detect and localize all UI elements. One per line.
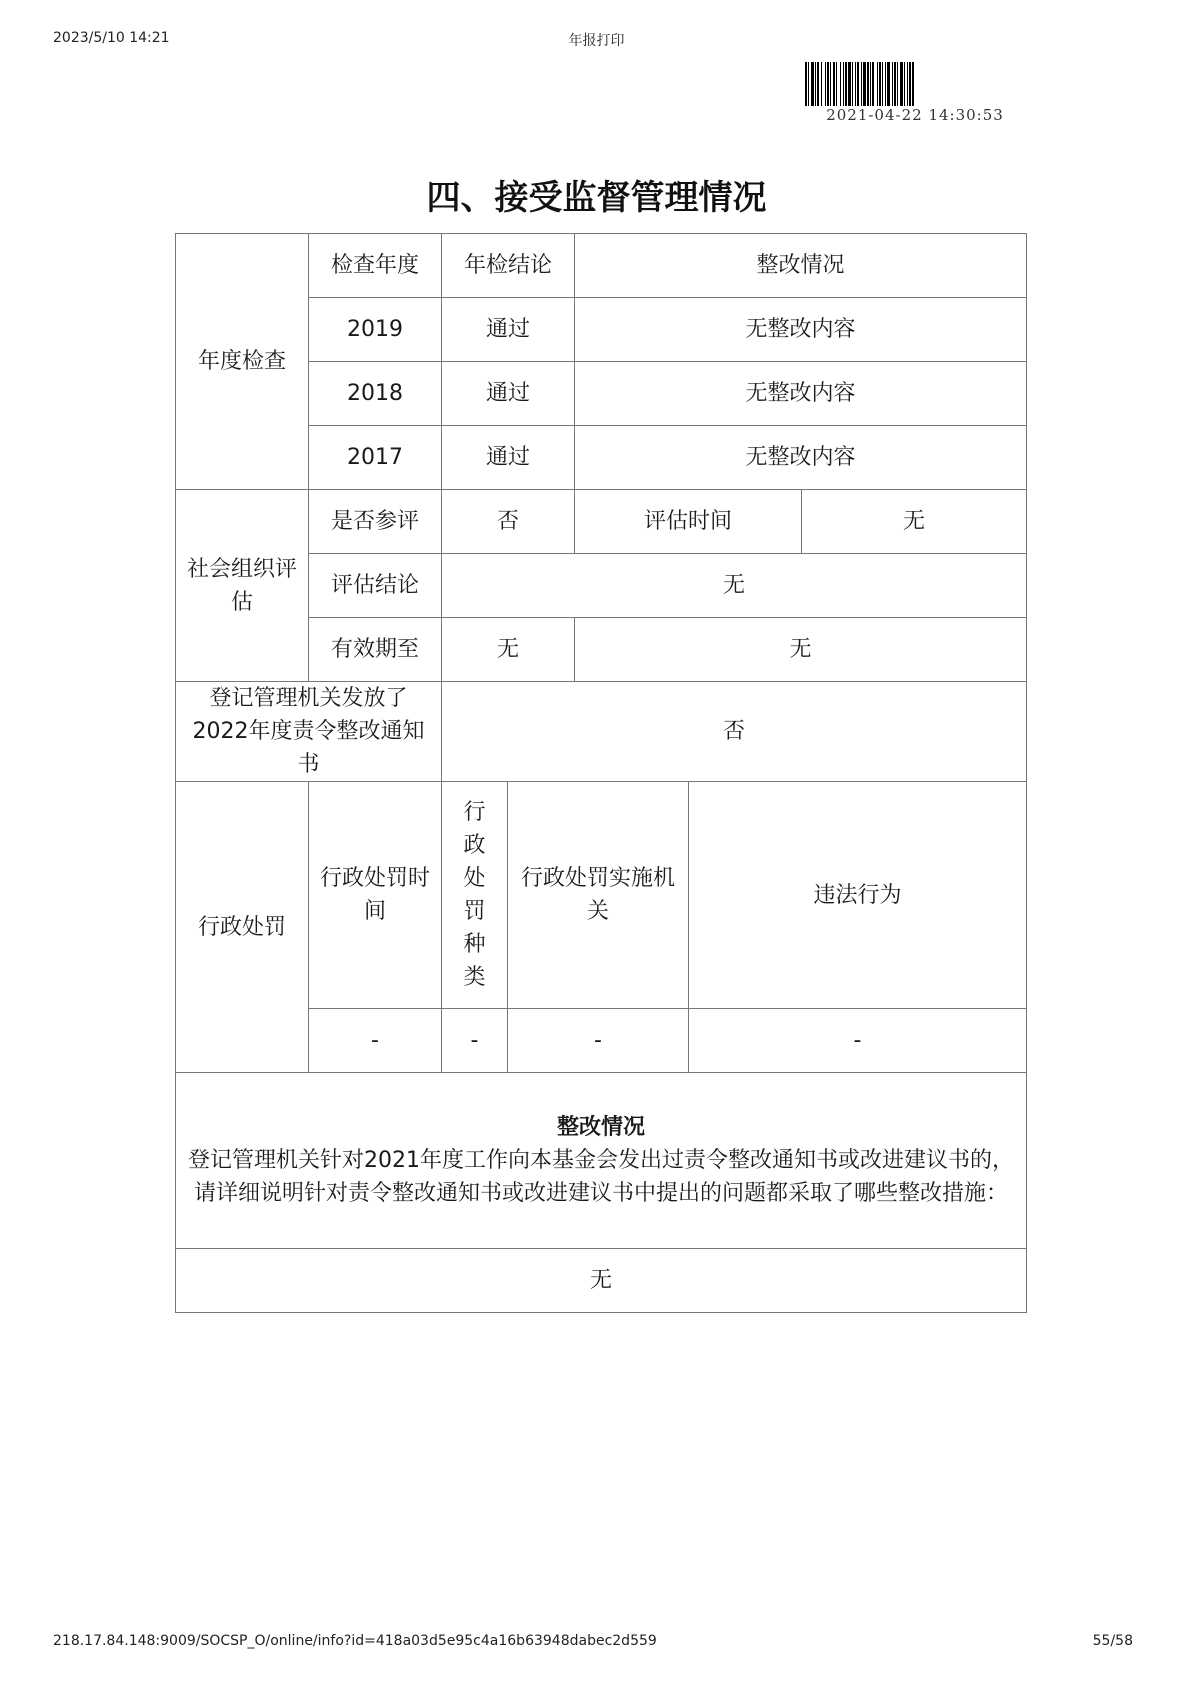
penalty-cell: - — [508, 1009, 689, 1073]
inspection-result: 通过 — [442, 298, 575, 362]
table-row — [176, 1249, 1027, 1313]
inspection-result: 通过 — [442, 362, 575, 426]
inspection-year: 2019 — [309, 298, 442, 362]
print-title: 年报打印 — [568, 33, 625, 49]
valid-until-label: 有效期至 — [309, 618, 442, 682]
inspection-rectification: 无整改内容 — [575, 362, 1027, 426]
table-row — [176, 490, 1027, 554]
col-header: 行政处罚实施机关 — [508, 782, 689, 1009]
participated-value: 否 — [442, 490, 575, 554]
col-header: 违法行为 — [689, 782, 1027, 1009]
valid-until-value: 无 — [442, 618, 575, 682]
conclusion-label: 评估结论 — [309, 554, 442, 618]
section-title: 四、接受监督管理情况 — [426, 178, 767, 218]
conclusion-value: 无 — [442, 554, 1027, 618]
barcode-timestamp: 2021-04-22 14:30:53 — [826, 106, 1004, 124]
inspection-rectification: 无整改内容 — [575, 426, 1027, 490]
penalty-label: 行政处罚 — [176, 782, 309, 1073]
valid-until-value: 无 — [575, 618, 1027, 682]
penalty-cell: - — [689, 1009, 1027, 1073]
barcode-bar — [914, 62, 915, 106]
table-row — [176, 782, 1027, 1009]
notice-label: 登记管理机关发放了2022年度责令整改通知书 — [176, 682, 442, 782]
evaluation-time-value: 无 — [802, 490, 1027, 554]
table-row — [176, 682, 1027, 782]
col-header — [442, 782, 508, 1009]
rectification-notes-question: 登记管理机关针对2021年度工作向本基金会发出过责令整改通知书或改进建议书的，请详细说明针对责令整改通知书或改进建议书中提出的问题都采取了哪些整改措施： — [188, 1148, 1014, 1206]
penalty-cell: - — [309, 1009, 442, 1073]
col-header: 年检结论 — [442, 234, 575, 298]
penalty-cell: - — [442, 1009, 508, 1073]
footer-url: 218.17.84.148:9009/SOCSP_O/online/info?id=418a03d5e95c4a16b63948dabec2d559 — [53, 1633, 657, 1649]
col-header: 整改情况 — [575, 234, 1027, 298]
rectification-notes — [176, 1073, 1027, 1249]
barcode — [805, 62, 1022, 106]
annual-inspection-label: 年度检查 — [176, 234, 309, 490]
inspection-result: 通过 — [442, 426, 575, 490]
print-datetime: 2023/5/10 14:21 — [53, 30, 170, 46]
inspection-rectification: 无整改内容 — [575, 298, 1027, 362]
page-number: 55/58 — [1092, 1633, 1133, 1649]
evaluation-label: 社会组织评估 — [176, 490, 309, 682]
rectification-notes-title: 整改情况 — [557, 1115, 646, 1140]
table-row — [176, 1073, 1027, 1249]
penalty-type-vertical: 行政处罚种类 — [463, 800, 486, 990]
supervision-table — [175, 233, 1027, 1313]
notice-value: 否 — [442, 682, 1027, 782]
table-row — [176, 234, 1027, 298]
evaluation-time-label: 评估时间 — [575, 490, 802, 554]
inspection-year: 2018 — [309, 362, 442, 426]
col-header: 行政处罚时间 — [309, 782, 442, 1009]
col-header: 检查年度 — [309, 234, 442, 298]
rectification-answer: 无 — [176, 1249, 1027, 1313]
participated-label: 是否参评 — [309, 490, 442, 554]
inspection-year: 2017 — [309, 426, 442, 490]
